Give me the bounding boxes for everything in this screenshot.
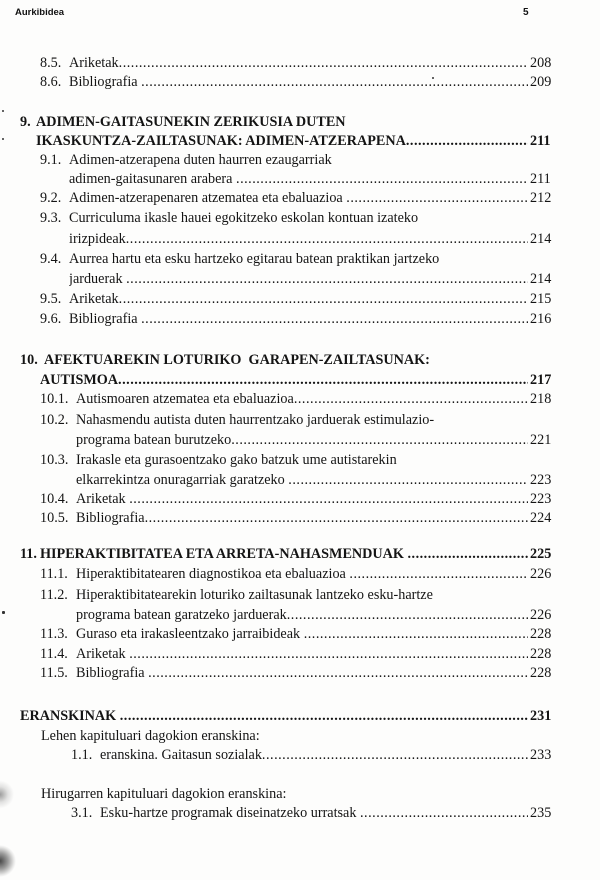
entry-title-line2: programa batean garatzeko jarduerak — [76, 607, 287, 623]
entry-page: 214 — [530, 271, 552, 287]
appendix-group-label: Hirugarren kapituluari dagokion eranskina: — [41, 786, 287, 802]
toc-entry[interactable] — [0, 565, 600, 584]
toc-entry[interactable] — [0, 189, 600, 208]
entry-page: 216 — [530, 311, 552, 327]
dot-leader — [119, 54, 528, 73]
toc-entry[interactable] — [0, 804, 600, 823]
dot-leader — [346, 189, 528, 208]
entry-page: 233 — [530, 747, 552, 763]
scan-speck — [2, 110, 4, 112]
toc-entry[interactable] — [0, 290, 600, 309]
entry-page: 235 — [530, 805, 552, 821]
entry-number: 11.5. — [40, 665, 68, 681]
appendix-title: ERANSKINAK — [20, 708, 117, 724]
entry-number: 11.3. — [40, 626, 68, 642]
entry-title-line1: Nahasmendu autista duten haurrentzako jarduerak estimulazio- — [76, 412, 435, 428]
toc-entry[interactable] — [0, 250, 600, 269]
toc-entry[interactable] — [0, 390, 600, 409]
entry-title-line2: irizpideak — [69, 231, 126, 247]
entry-title: Ariketak — [69, 291, 119, 307]
entry-number: 10.4. — [40, 491, 69, 507]
toc-entry[interactable] — [0, 746, 600, 765]
chapter-title-line1: ADIMEN-GAITASUNEKIN ZERIKUSIA DUTEN — [36, 114, 346, 130]
appendix-page: 231 — [530, 708, 552, 724]
entry-page: 218 — [530, 391, 552, 407]
toc-entry[interactable] — [0, 310, 600, 329]
entry-page: 228 — [530, 626, 552, 642]
entry-page: 223 — [530, 491, 552, 507]
entry-number: 9.1. — [40, 152, 62, 168]
entry-title: eranskina. Gaitasun sozialak — [100, 747, 262, 763]
dot-leader — [304, 625, 528, 644]
chapter-number: 11. — [20, 546, 37, 562]
entry-page: 221 — [530, 432, 552, 448]
entry-number: 11.2. — [40, 587, 68, 603]
dot-leader — [120, 707, 528, 726]
dot-leader — [129, 645, 528, 664]
entry-page: 224 — [530, 510, 552, 526]
entry-number: 8.6. — [40, 74, 62, 90]
entry-title-line2: elkarrekintza onuragarriak garatzeko — [76, 472, 285, 488]
dot-leader — [126, 230, 528, 249]
entry-number: 9.5. — [40, 291, 62, 307]
dot-leader — [262, 746, 528, 765]
chapter-title-line2: IKASKUNTZA-ZAILTASUNAK: ADIMEN-ATZERAPENA — [36, 133, 406, 149]
entry-page: 212 — [530, 190, 552, 206]
toc-chapter[interactable] — [0, 113, 600, 132]
toc-entry-continued[interactable] — [0, 230, 600, 249]
dot-leader — [236, 170, 528, 189]
dot-leader — [118, 371, 528, 390]
toc-entry-continued[interactable] — [0, 471, 600, 490]
toc-chapter-continued[interactable] — [0, 371, 600, 390]
entry-title-line1: Aurrea hartu eta esku hartzeko egitarau batean praktikan jartzeko — [69, 251, 440, 267]
toc-entry-continued[interactable] — [0, 431, 600, 450]
toc-chapter-continued[interactable] — [0, 132, 600, 151]
dot-leader — [141, 310, 528, 329]
entry-page: 215 — [530, 291, 552, 307]
chapter-number: 9. — [20, 114, 31, 130]
entry-title-line1: Hiperaktibitatearekin loturiko zailtasunak lantzeko esku-hartze — [76, 587, 433, 603]
entry-number: 11.1. — [40, 566, 68, 582]
toc-entry-continued[interactable] — [0, 170, 600, 189]
dot-leader — [287, 606, 528, 625]
chapter-page: 217 — [530, 372, 552, 388]
toc-entry[interactable] — [0, 209, 600, 228]
entry-number: 3.1. — [71, 805, 93, 821]
entry-title-line1: Irakasle eta gurasoentzako gako batzuk ume autistarekin — [76, 452, 397, 468]
entry-number: 9.2. — [40, 190, 62, 206]
toc-chapter[interactable] — [0, 351, 600, 370]
entry-number: 1.1. — [71, 747, 93, 763]
toc-entry[interactable] — [0, 645, 600, 664]
entry-number: 9.6. — [40, 311, 62, 327]
entry-title: Ariketak — [69, 55, 119, 71]
entry-page: 214 — [530, 231, 552, 247]
entry-number: 8.5. — [40, 55, 62, 71]
dot-leader — [119, 290, 528, 309]
chapter-page: 225 — [530, 546, 552, 562]
toc-entry[interactable] — [0, 664, 600, 683]
chapter-number: 10. — [20, 352, 38, 368]
dot-leader — [129, 490, 528, 509]
dot-leader — [294, 390, 528, 409]
running-header-title: Aurkibidea — [15, 7, 65, 18]
entry-number: 9.3. — [40, 210, 62, 226]
toc-entry[interactable] — [0, 451, 600, 470]
toc-entry[interactable] — [0, 586, 600, 605]
toc-entry[interactable] — [0, 625, 600, 644]
entry-number: 10.2. — [40, 412, 69, 428]
entry-number: 11.4. — [40, 646, 68, 662]
chapter-title: HIPERAKTIBITATEA ETA ARRETA-NAHASMENDUAK — [40, 546, 404, 562]
chapter-title-line2: AUTISMOA — [40, 372, 119, 388]
toc-entry[interactable] — [0, 54, 600, 73]
toc-chapter[interactable] — [0, 545, 600, 564]
toc-entry[interactable] — [0, 73, 600, 92]
entry-page: 228 — [530, 665, 552, 681]
entry-page: 226 — [530, 607, 552, 623]
dot-leader — [288, 471, 528, 490]
entry-page: 228 — [530, 646, 552, 662]
entry-title: Hiperaktibitatearen diagnostikoa eta ebaluazioa — [76, 566, 346, 582]
entry-page: 211 — [530, 171, 551, 187]
chapter-page: 211 — [530, 133, 551, 149]
entry-title: Autismoaren atzematea eta ebaluazioa — [76, 391, 294, 407]
entry-title: Bibliografia — [69, 311, 138, 327]
dot-leader — [145, 509, 528, 528]
entry-page: 223 — [530, 472, 552, 488]
entry-title: Ariketak — [76, 646, 126, 662]
entry-title: Esku-hartze programak diseinatzeko urratsak — [100, 805, 357, 821]
toc-entry[interactable] — [0, 151, 600, 170]
dot-leader — [126, 270, 528, 289]
entry-page: 208 — [530, 55, 552, 71]
entry-number: 10.1. — [40, 391, 69, 407]
entry-title: Guraso eta irakasleentzako jarraibideak — [76, 626, 301, 642]
toc-entry[interactable] — [0, 490, 600, 509]
dot-leader — [148, 664, 528, 683]
toc-appendix[interactable] — [0, 707, 600, 726]
dot-leader — [406, 132, 528, 151]
appendix-group-heading — [0, 727, 600, 746]
dot-leader — [231, 431, 528, 450]
dot-leader — [141, 73, 528, 92]
dot-leader — [407, 545, 528, 564]
chapter-title-line1: AFEKTUAREKIN LOTURIKO GARAPEN-ZAILTASUNAK: — [44, 352, 430, 368]
dot-leader — [360, 804, 528, 823]
entry-title-line2: jarduerak — [69, 271, 123, 287]
entry-title: Adimen-atzerapenaren atzematea eta ebaluazioa — [69, 190, 343, 206]
toc-entry-continued[interactable] — [0, 270, 600, 289]
entry-title: Ariketak — [76, 491, 126, 507]
entry-page: 226 — [530, 566, 552, 582]
entry-title-line2: programa batean burutzeko — [76, 432, 232, 448]
entry-number: 10.5. — [40, 510, 69, 526]
entry-number: 10.3. — [40, 452, 69, 468]
appendix-group-label: Lehen kapituluari dagokion eranskina: — [41, 728, 260, 744]
toc-entry-continued[interactable] — [0, 606, 600, 625]
dot-leader — [349, 565, 528, 584]
entry-title: Bibliografia — [76, 510, 145, 526]
entry-title: Bibliografia — [76, 665, 145, 681]
entry-title-line1: Curriculuma ikasle hauei egokitzeko eskolan kontuan izateko — [69, 210, 419, 226]
entry-title-line1: Adimen-atzerapena duten haurren ezaugarriak — [69, 152, 332, 168]
appendix-group-heading — [0, 785, 600, 804]
entry-title: Bibliografia — [69, 74, 138, 90]
entry-page: 209 — [530, 74, 552, 90]
toc-entry[interactable] — [0, 509, 600, 528]
toc-entry[interactable] — [0, 411, 600, 430]
entry-number: 9.4. — [40, 251, 62, 267]
running-header-page-number: 5 — [523, 7, 529, 18]
entry-title-line2: adimen-gaitasunaren arabera — [69, 171, 233, 187]
